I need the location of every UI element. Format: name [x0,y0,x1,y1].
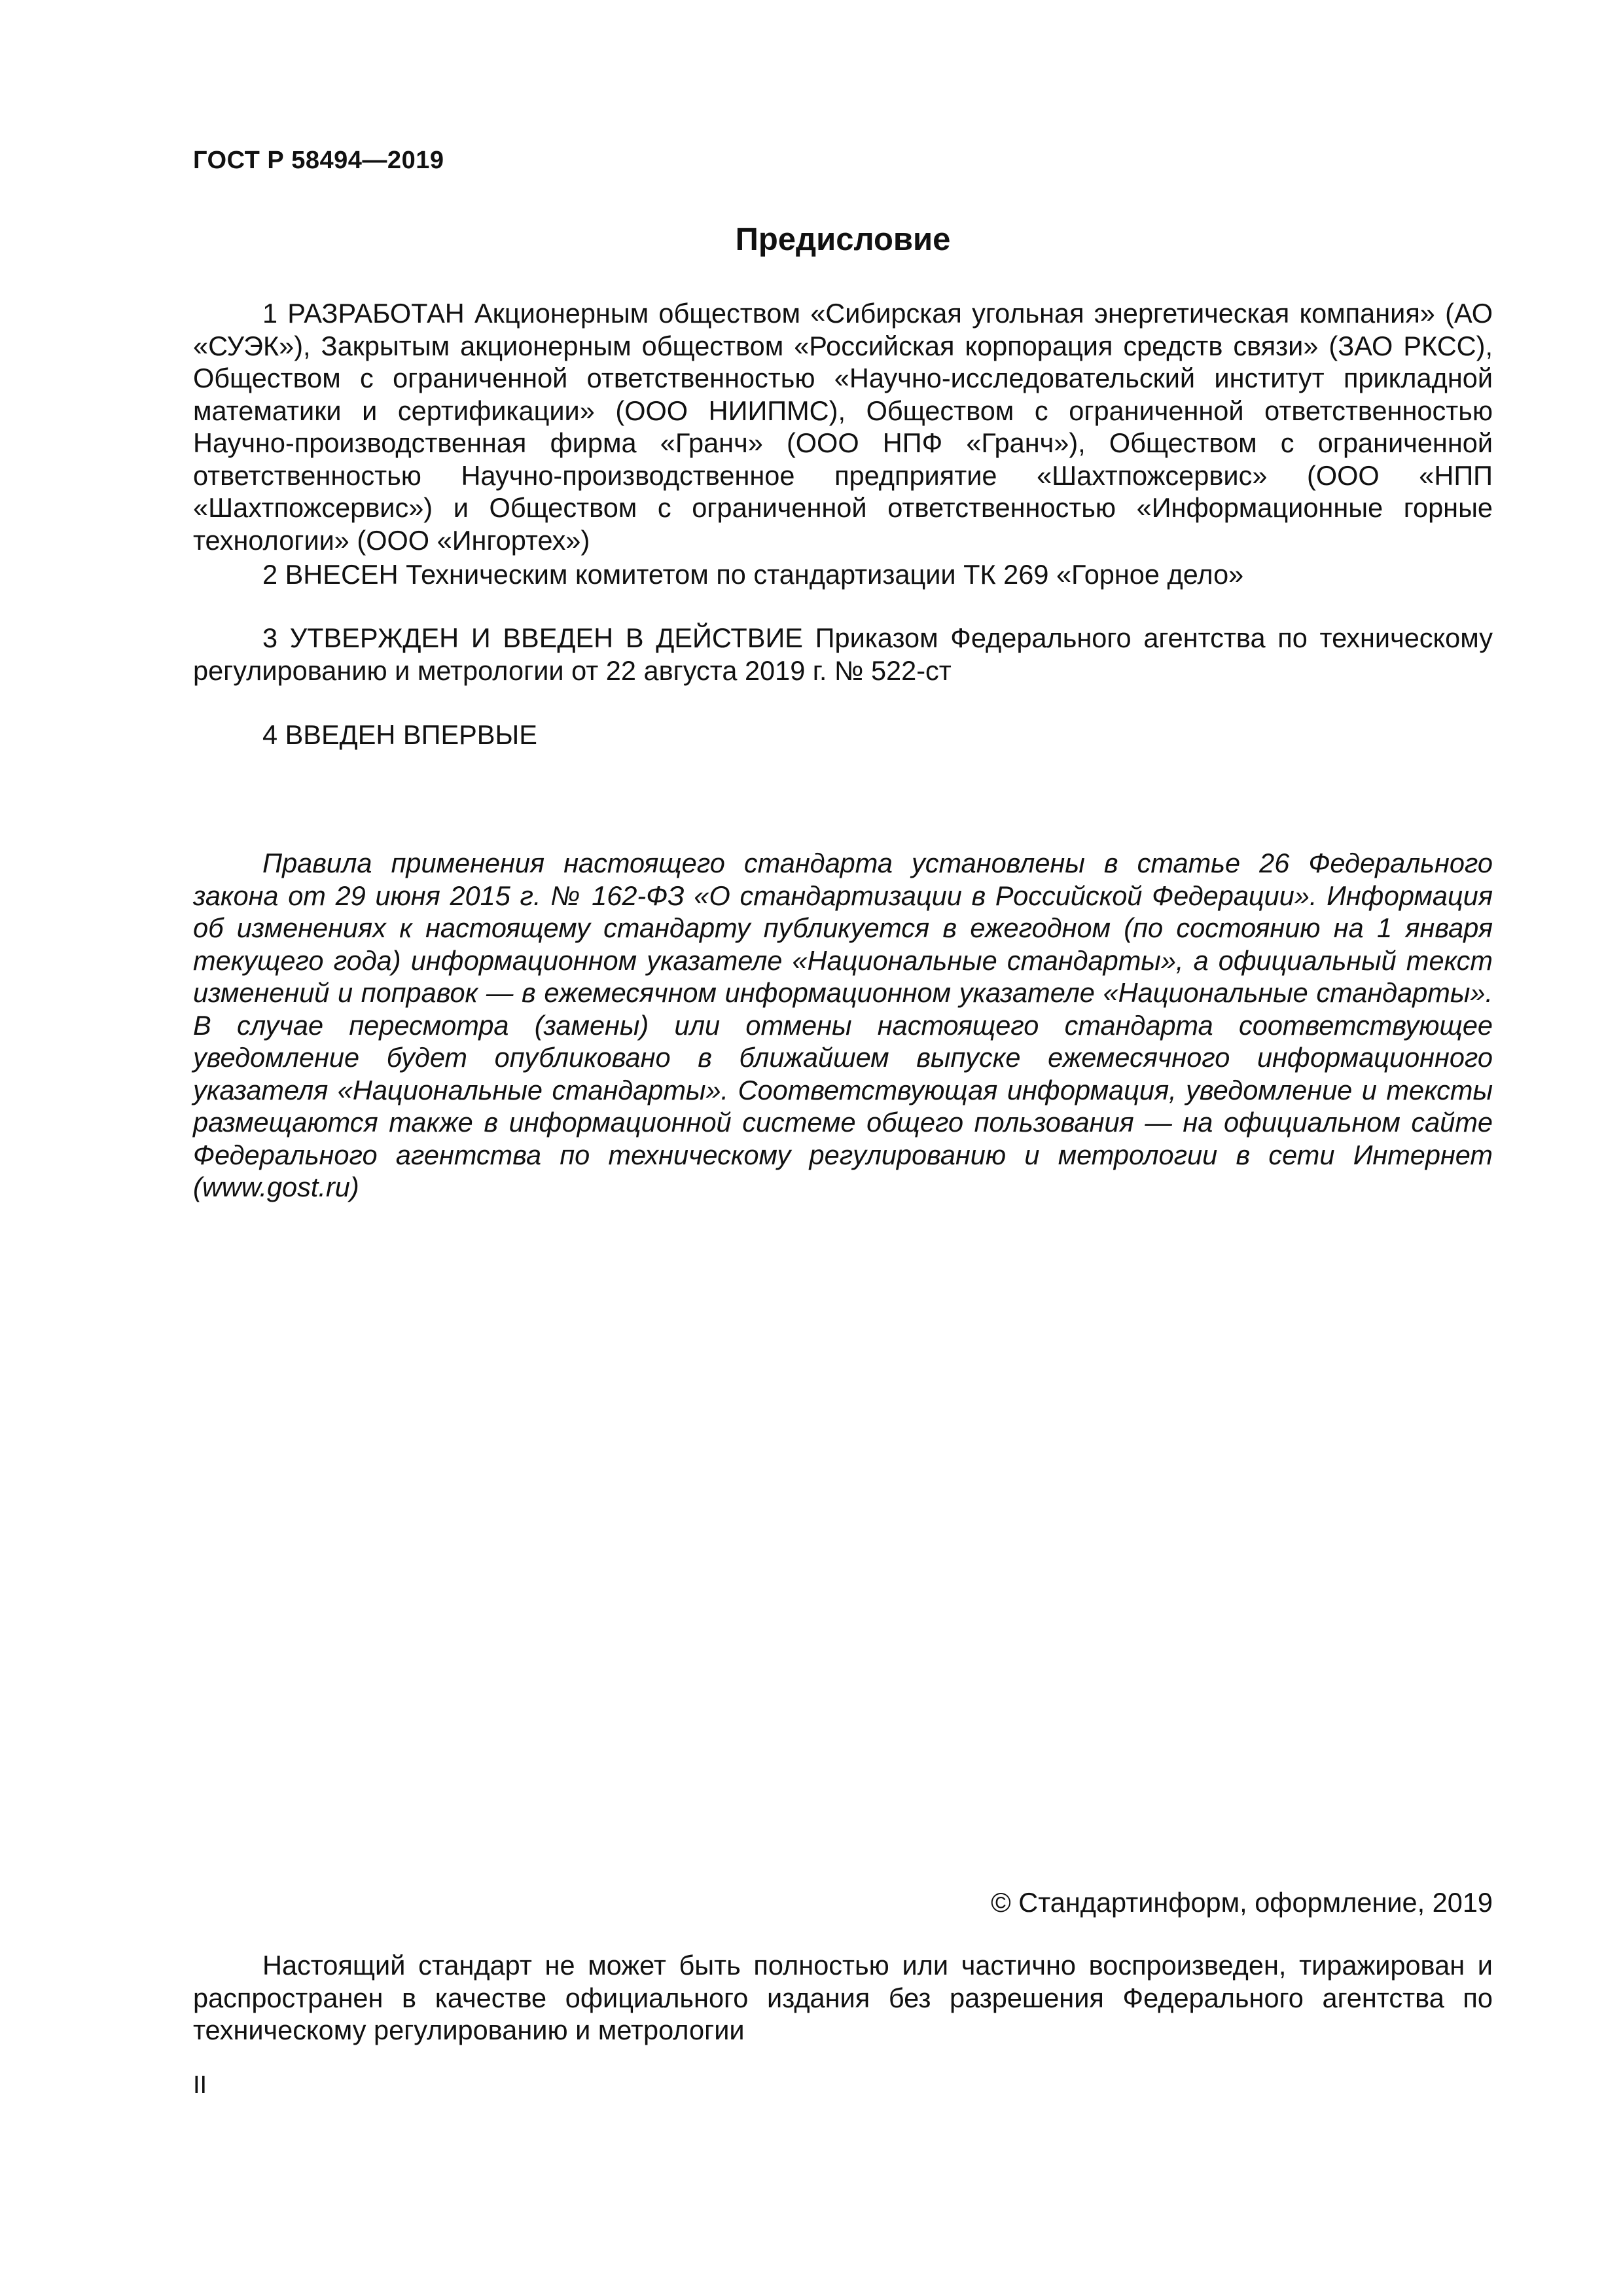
reproduction-notice: Настоящий стандарт не может быть полностью или частично воспроизведен, тиражирован и распространен в качестве официального издания без разрешения Федерального агентства по техническому регулированию и метрологии [193,1950,1493,2045]
foreword-item-approved: 3 УТВЕРЖДЕН И ВВЕДЕН В ДЕЙСТВИЕ Приказом Федерального агентства по техническому регулированию и метрологии от 22 августа 2019 г. № 522-ст [193,622,1493,686]
page-title: Предисловие [735,222,951,257]
page-number: II [193,2072,207,2099]
copyright-line: © Стандартинформ, оформление, 2019 [991,1887,1493,1918]
rules-notice: Правила применения настоящего стандарта установлены в статье 26 Федерального закона от 29 июня 2015 г. № 162-ФЗ «О стандартизации в Российской Федерации». Информация об изменениях к настоящему стандарту публикуется в ежегодном (по состоянию на 1 января текущего года) информационном указателе «Национальные стандарты», а официальный текст изменений и поправок — в ежемесячном информационном указателе «Национальные стандарты». В случае пересмотра (замены) или отмены настоящего стандарта соответствующее уведомление будет опубликовано в ближайшем выпуске ежемесячного информационного указателя «Национальные стандарты». Соответствующая информация, уведомление и тексты размещаются также в информационной системе общего пользования — на официальном сайте Федерального агентства по техническому регулированию и метрологии в сети Интернет (www.gost.ru) [193,848,1493,1202]
foreword-item-introduced: 2 ВНЕСЕН Техническим комитетом по стандартизации ТК 269 «Горное дело» [262,559,1244,590]
foreword-item-first-introduced: 4 ВВЕДЕН ВПЕРВЫЕ [262,719,537,750]
foreword-item-developed: 1 РАЗРАБОТАН Акционерным обществом «Сибирская угольная энергетическая компания» (АО «СУЭК»), Закрытым акционерным обществом «Российская корпорация средств связи» (ЗАО РКСС), Обществом с ограниченной ответственностью «Научно-исследовательский институт прикладной математики и сертификации» (ООО НИИПМС), Обществом с ограниченной ответственностью Научно-производственная фирма «Гранч» (ООО НПФ «Гранч»), Обществом с ограниченной ответственностью Научно-производственное предприятие «Шахтпожсервис» (ООО «НПП «Шахтпожсервис») и Обществом с ограниченной ответственностью «Информационные горные технологии» (ООО «Ингортех») [193,298,1493,556]
document-code-header: ГОСТ Р 58494—2019 [193,147,444,174]
